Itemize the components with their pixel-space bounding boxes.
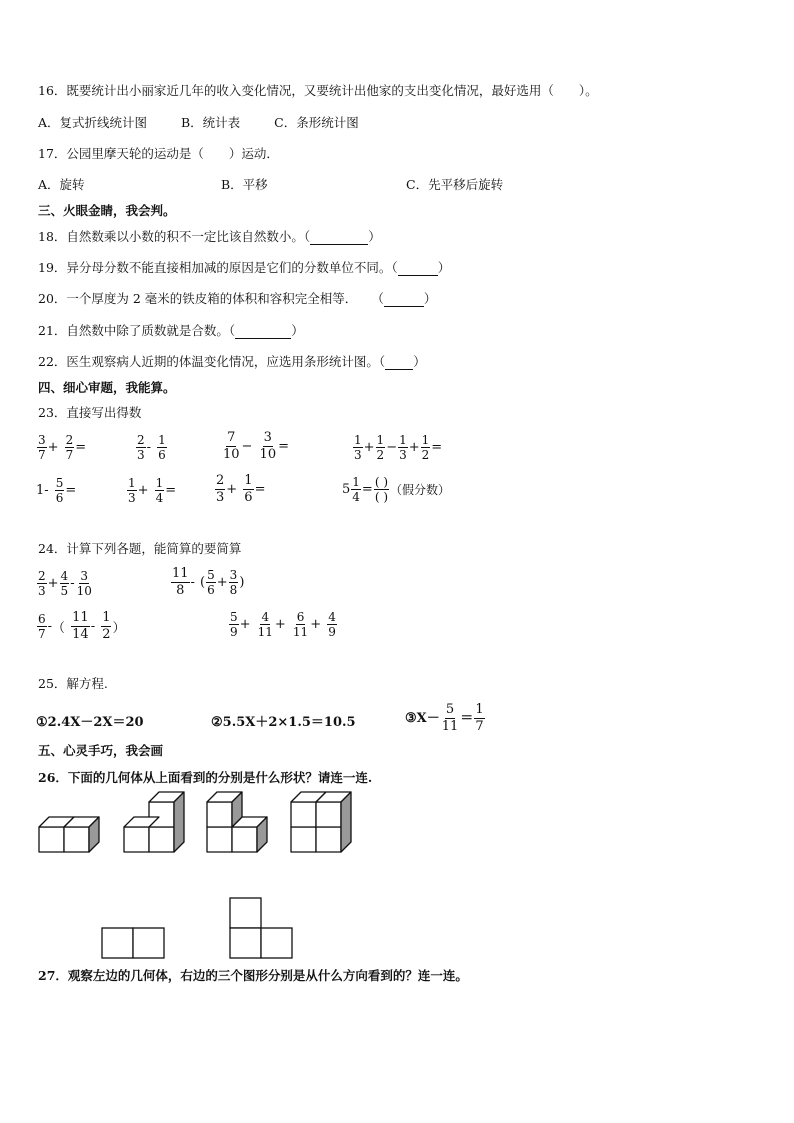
left-paren: ( [200,575,206,590]
paren-close: ） [437,260,451,275]
paren-close: ） [291,323,304,338]
top-view-2[interactable] [230,898,292,958]
fraction-denominator: 9 [328,625,336,639]
q24-text: 24．计算下列各题，能简算的要简算 [38,541,242,556]
equals-sign: = [75,440,87,455]
operator: - [190,575,195,590]
q19-text: 19．异分母分数不能直接相加减的原因是它们的分数单位不同。 [38,260,392,275]
fraction-numerator: 1 [376,433,385,447]
section-4-heading: 四、细心审题，我能算。 [38,380,176,395]
operator: + [310,617,322,632]
section-3-heading: 三、火眼金睛，我会判。 [38,203,176,218]
operator: + [363,440,375,455]
fraction-numerator: 11 [172,566,189,581]
fraction-denominator: 4 [352,490,360,504]
solid-1 [39,817,99,852]
fraction-numerator: 4 [328,610,336,624]
cube-face [149,827,174,852]
fraction-denominator: 7 [38,627,46,641]
fraction-denominator: 2 [376,448,385,462]
paren-close: ） [368,229,381,244]
right-paren: ) [239,575,245,590]
cube-face [291,827,316,852]
solid-2 [124,792,184,852]
paren-open: （ [228,323,236,338]
fraction-numerator: 11 [72,610,89,625]
fraction-numerator: 2 [65,433,74,447]
fraction-denominator: 10 [223,447,240,462]
fraction-numerator: 1 [158,433,166,447]
fraction-denominator: 8 [229,583,238,597]
fraction-denominator: 11 [292,625,309,639]
fraction-denominator: 3 [38,584,46,598]
fraction-denominator: 14 [72,627,89,642]
equation-prefix: ③X－ [405,711,440,726]
q16-option-c: C．条形统计图 [274,115,359,130]
fraction-numerator: 2 [137,433,145,447]
paren-close: ） [413,354,426,369]
whole-number: 1- [36,483,49,498]
operator: + [47,576,59,591]
operator: + [137,483,149,498]
equals-sign: = [278,439,289,454]
top-view-1[interactable] [102,928,164,958]
q26-text: 26．下面的几何体从上面看到的分别是什么形状？请连一连. [38,770,373,785]
cube-face [291,802,316,827]
solid-4 [291,792,351,852]
operator: + [274,617,286,632]
operator: - [90,619,96,634]
fraction-denominator: 8 [176,583,185,598]
fraction-denominator: 2 [421,448,430,462]
fraction-numerator: 3 [80,569,89,583]
operator: + [226,482,238,497]
equals-sign: ＝ [460,711,474,726]
top-view-square [133,928,164,958]
cube-face [316,802,341,827]
fraction-denominator: 2 [102,627,111,642]
paren-close: ） [423,291,437,306]
fraction-numerator: 1 [155,476,164,490]
q23-text: 23．直接写出得数 [38,405,142,420]
fraction-numerator: 1 [475,702,484,717]
answer-denominator-blank[interactable]: ( ) [374,490,389,504]
operator: + [239,617,251,632]
operator: + [47,440,59,455]
fraction-denominator: 11 [257,625,273,639]
fraction-denominator: 6 [55,491,64,505]
improper-fraction-note: （假分数） [390,483,451,497]
q18-text: 18．自然数乘以小数的积不一定比该自然数小。 [38,229,304,244]
equals-sign: = [431,440,443,455]
q25-equation-2: ②5.5X＋2×1.5＝10.5 [211,715,356,730]
operator: + [408,440,420,455]
paren-open: （ [371,291,384,306]
fraction-numerator: 1 [352,475,360,489]
fraction-numerator: 1 [421,433,430,447]
fraction-numerator: 4 [60,569,69,583]
fraction-numerator: 4 [261,610,270,624]
cube-side [341,792,351,852]
cube-side [174,792,184,852]
q17-option-b: B．平移 [221,177,268,192]
fraction-numerator: 1 [102,610,111,625]
left-paren: （ [52,621,66,636]
fraction-numerator: 3 [229,568,238,582]
fraction-denominator: 6 [207,583,215,597]
fraction-denominator: 10 [76,584,92,598]
top-view-square [230,928,261,958]
fraction-denominator: 5 [60,584,69,598]
fraction-denominator: 6 [244,490,253,505]
fraction-denominator: 7 [475,719,484,734]
cube-face [316,827,341,852]
q17-option-c: C．先平移后旋转 [406,177,504,192]
fraction-denominator: 3 [128,491,136,505]
fraction-denominator: 3 [137,448,145,462]
q17-option-a: A．旋转 [38,177,85,192]
paren-open: （ [303,229,311,244]
fraction-denominator: 6 [158,448,166,462]
cube-face [232,827,257,852]
operator: - [70,576,75,591]
cube-face [124,827,149,852]
cube-face [207,802,232,827]
q25-text: 25．解方程. [38,676,108,691]
operator: - [47,619,53,634]
paren-open: （ [391,260,398,275]
q27-text: 27．观察左边的几何体，右边的三个图形分别是从什么方向看到的？连一连。 [38,968,468,983]
fraction-denominator: 4 [155,491,164,505]
operator: − [241,439,253,454]
fraction-numerator: 5 [230,610,238,624]
fraction-denominator: 3 [354,448,362,462]
fraction-numerator: 1 [244,473,253,488]
q16-option-a: A．复式折线统计图 [38,115,148,130]
equals-sign: = [361,482,373,497]
section-5-heading: 五、心灵手巧，我会画 [38,743,164,758]
fraction-denominator: 7 [38,448,46,462]
q16-option-b: B．统计表 [181,115,241,130]
q25-equation-1: ①2.4X－2X＝20 [36,715,144,730]
fraction-denominator: 3 [216,490,225,505]
q20-text: 20．一个厚度为 2 毫米的铁皮箱的体积和容积完全相等． [38,291,358,306]
fraction-numerator: 6 [296,610,305,624]
fraction-numerator: 5 [207,568,215,582]
paren-open: （ [378,354,386,369]
operator: - [146,440,152,455]
fraction-denominator: 9 [230,625,238,639]
fraction-denominator: 11 [441,719,459,734]
q22-text: 22．医生观察病人近期的体温变化情况，应选用条形统计图。 [38,354,379,369]
fraction-denominator: 10 [259,447,277,462]
top-view-square [261,928,292,958]
fraction-denominator: 7 [65,448,74,462]
fraction-numerator: 3 [38,433,46,447]
fraction-denominator: 3 [399,448,407,462]
cube-face [39,827,64,852]
top-view-square [230,898,261,928]
operator: − [386,440,398,455]
fraction-numerator: 6 [38,612,46,626]
fraction-numerator: 1 [399,433,407,447]
whole-number: 5 [342,482,351,497]
fraction-numerator: 1 [354,433,362,447]
fraction-numerator: 5 [445,702,455,717]
fraction-numerator: 2 [216,473,225,488]
equals-sign: = [65,483,77,498]
cube-face [207,827,232,852]
answer-numerator-blank[interactable]: ( ) [374,475,389,489]
q21-text: 21．自然数中除了质数就是合数。 [38,323,229,338]
equals-sign: = [165,483,177,498]
fraction-numerator: 1 [128,476,136,490]
equals-sign: = [254,482,266,497]
operator: + [216,575,228,590]
fraction-numerator: 5 [55,476,64,490]
right-paren: ） [112,621,126,636]
fraction-numerator: 2 [38,569,46,583]
q16-text: 16．既要统计出小丽家近几年的收入变化情况，又要统计出他家的支出变化情况，最好选用（ ）。 [38,83,598,98]
cube-face [64,827,89,852]
top-view-square [102,928,133,958]
fraction-numerator: 7 [227,430,236,445]
q17-text: 17．公园里摩天轮的运动是（ ）运动． [38,146,279,161]
solid-3 [207,792,267,852]
fraction-numerator: 3 [263,430,272,445]
